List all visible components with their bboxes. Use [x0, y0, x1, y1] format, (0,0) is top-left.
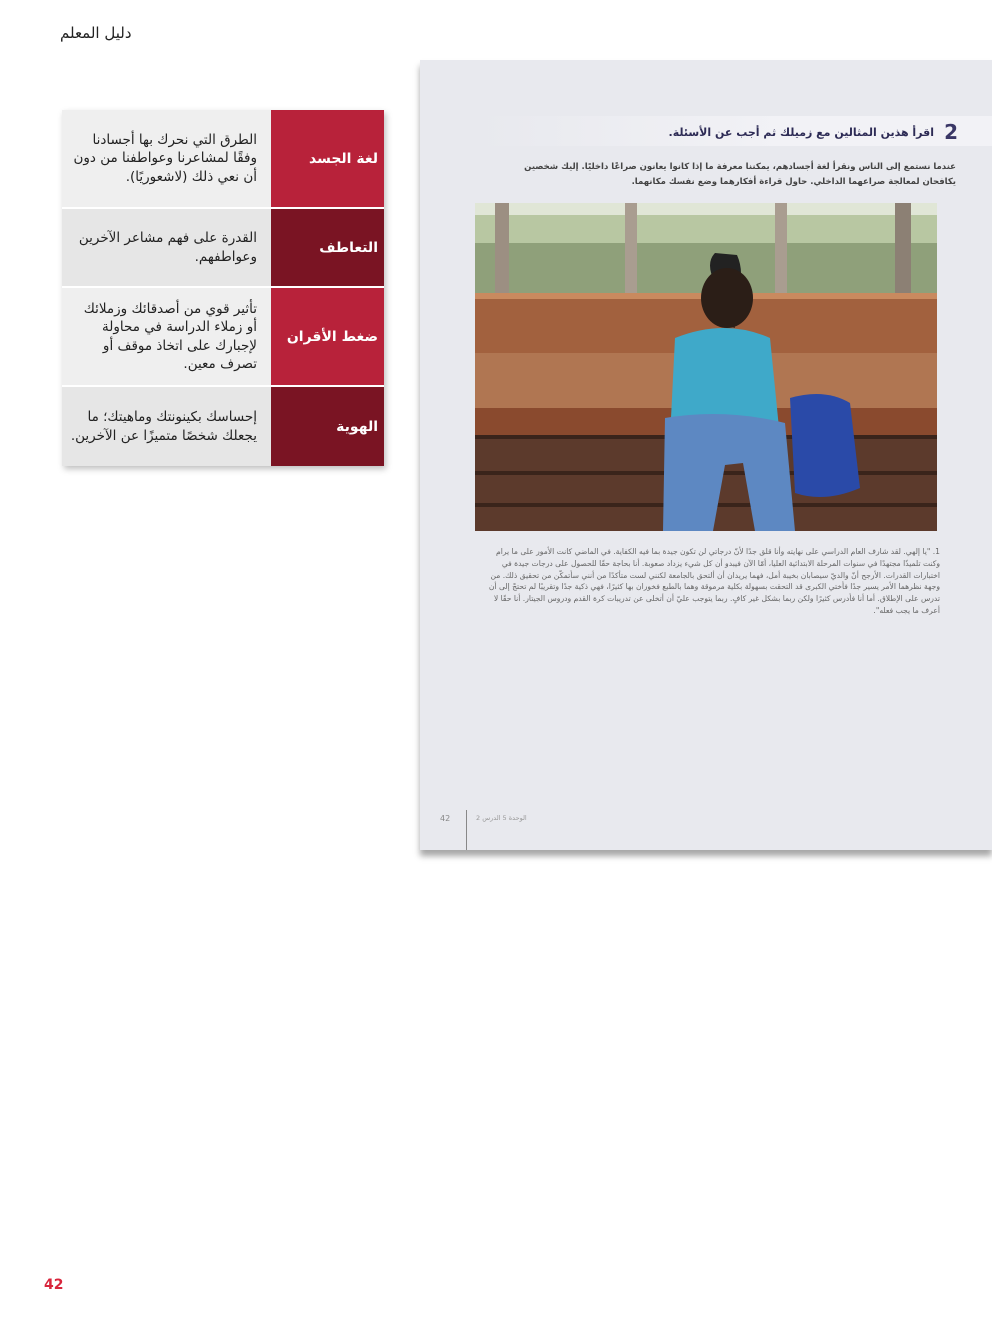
footer-divider: [466, 810, 467, 850]
glossary-row: [62, 110, 384, 209]
glossary-table: [62, 110, 384, 466]
glossary-row: [62, 387, 384, 466]
glossary-row: [62, 288, 384, 387]
boy-on-steps-photo: [475, 203, 937, 531]
glossary-term: ضغط الأقران: [271, 288, 384, 385]
glossary-term: لغة الجسد: [271, 110, 384, 207]
glossary-definition: القدرة على فهم مشاعر الآخرين وعواطفهم.: [62, 209, 271, 286]
footer-page-number: 42: [440, 814, 451, 823]
glossary-definition: إحساسك بكينونتك وماهيتك؛ ما يجعلك شخصًا متميزًا عن الآخرين.: [62, 387, 271, 466]
glossary-definition: تأثير قوي من أصدقائك وزملائك أو زملاء الدراسة في محاولة لإجبارك على اتخاذ موقف أو تصرف معين.: [62, 288, 271, 385]
footer-unit-label: الوحدة 5 الدرس 2: [476, 814, 527, 822]
story-paragraph: 1. "يا إلهي. لقد شارف العام الدراسي على نهايته وأنا قلق جدًا لأنّ درجاتي لن تكون جيدة بما فيه الكفاية. في الماضي كانت الأمور على ما يرام وكنت تلميذًا مجتهدًا في سنوات المرحلة الابتدائية العليا، أمّا الآن فيبدو أن كل شيء يزداد صعوبة. أنا بحاجة حقًا للحصول على درجات جيدة في اختبارات القدرات. الأرجح أنّ والديّ سيصابان بخيبة أمل، فهما يريدان أن ألتحق بالجامعة لكنني لست متأكدًا من أنني سأتمكّن من تحقيق ذلك. من وجهة نظرهما الأمر يسير جدًا فأختي الكبرى قد التحقت بسهولة بكلية مرموقة وهما بالطبع فخوران بها كثيرًا، فهي ذكية جدًا وتقريبًا لم تحتجْ إلى أن تدرس على الإطلاق. أما أنا فأدرس كثيرًا ولكن ربما بشكل غير كافٍ. ربما يتوجب عليّ أن أتخلى عن تدريبات كرة القدم ودروس الجيتار. أنا حقًا لا أعرف ما يجب فعله".: [488, 547, 940, 615]
page-header-title: دليل المعلم: [60, 24, 132, 42]
glossary-term: التعاطف: [271, 209, 384, 286]
question-text: اقرأ هذين المثالين مع زميلك ثم أجب عن الأسئلة.: [668, 126, 934, 139]
page-number: 42: [44, 1277, 64, 1293]
textbook-page: [420, 60, 992, 850]
glossary-term: الهوية: [271, 387, 384, 466]
intro-paragraph: عندما نستمع إلى الناس ونقرأ لغة أجسادهم، يمكننا معرفة ما إذا كانوا يعانون صراعًا داخليًا. إليك شخصين يكافحان لمعالجة صراعهما الداخلي. حاول قراءة أفكارهما وضع نفسك مكانهما.: [524, 162, 956, 187]
glossary-row: [62, 209, 384, 288]
question-number: 2: [944, 120, 958, 144]
glossary-definition: الطرق التي نحرك بها أجسادنا وفقًا لمشاعرنا وعواطفنا من دون أن نعي ذلك (لاشعوريًا).: [62, 110, 271, 207]
